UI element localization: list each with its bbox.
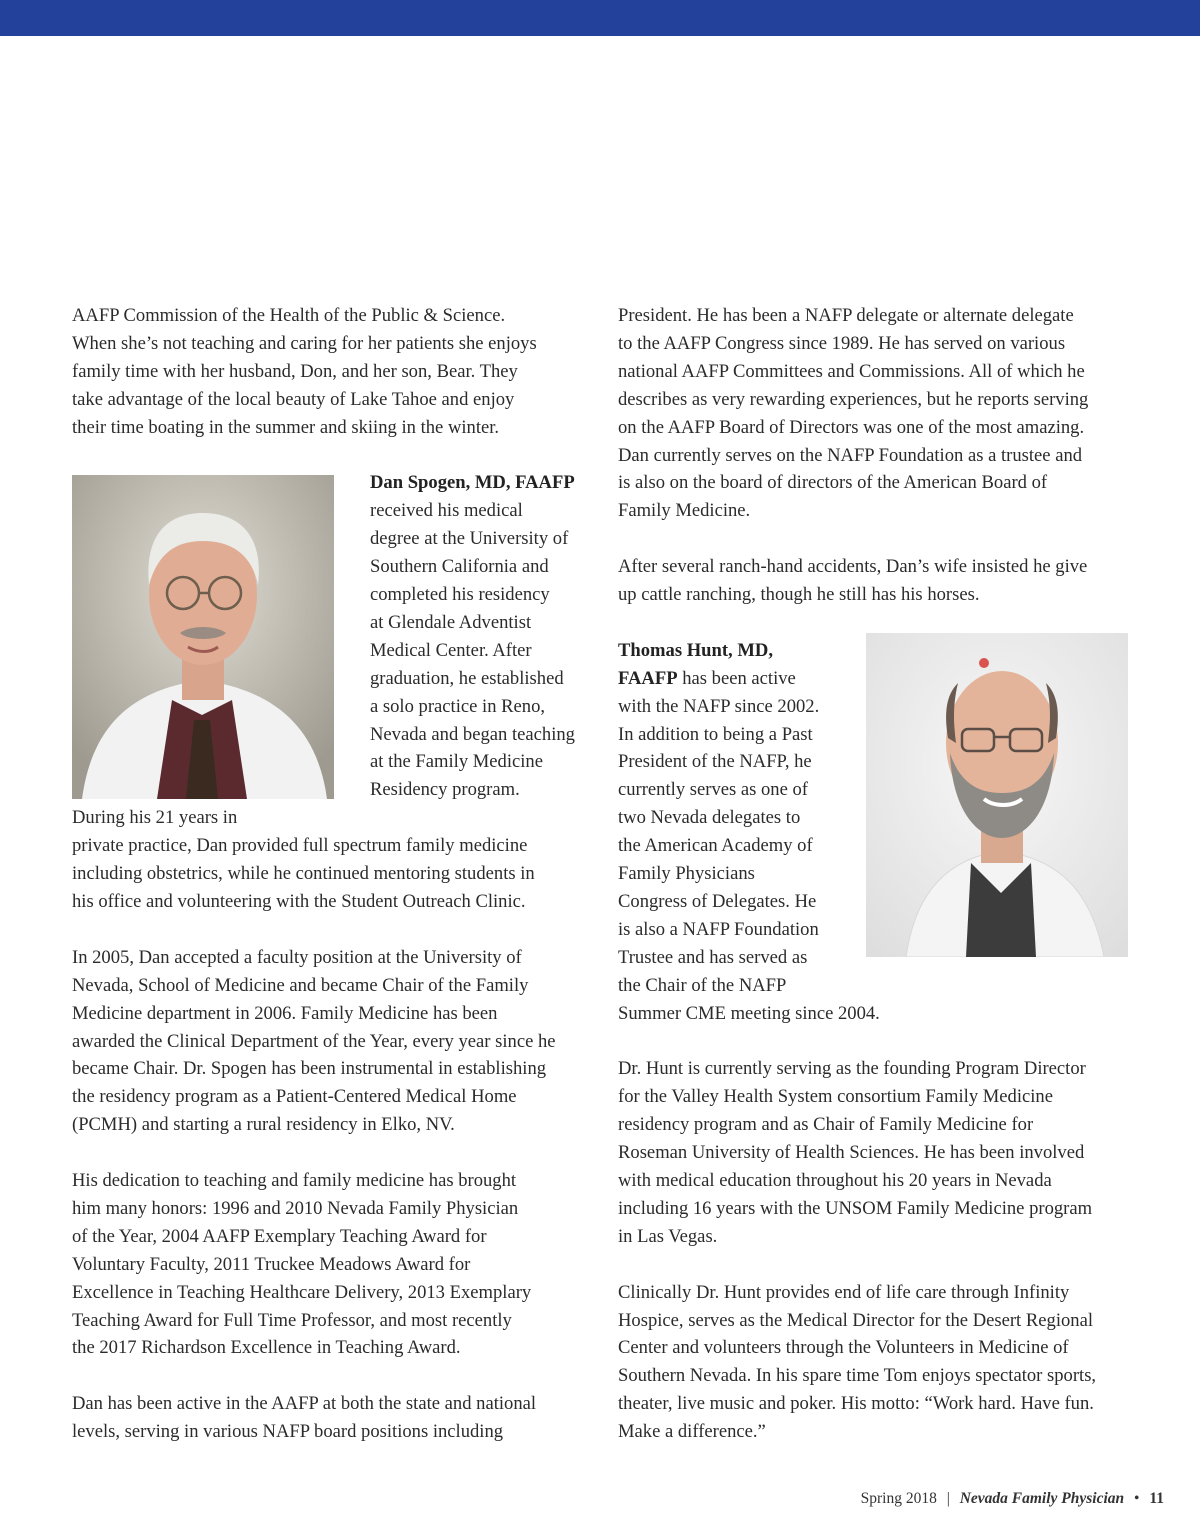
text-line: His dedication to teaching and family medicine has brought	[72, 1170, 517, 1192]
text-line: President of the NAFP, he	[618, 751, 812, 773]
text-line: a solo practice in Reno,	[370, 695, 546, 717]
text-line: with the NAFP since 2002.	[618, 695, 820, 717]
spogen-honors-paragraph	[72, 1167, 584, 1362]
text-line: Hospice, serves as the Medical Director for the Desert Regional	[618, 1309, 1094, 1331]
text-line: Summer CME meeting since 2004.	[618, 1002, 880, 1024]
text-line: Dr. Hunt is currently serving as the founding Program Director	[618, 1058, 1086, 1080]
text-line: became Chair. Dr. Spogen has been instrumental in establishing	[72, 1058, 547, 1080]
text-line: is also a NAFP Foundation	[618, 918, 819, 940]
magazine-title: Nevada Family Physician	[959, 1490, 1125, 1507]
spogen-bio-paragraph	[72, 469, 584, 916]
text-line: During his 21 years in	[72, 807, 238, 829]
footer-separator: |	[946, 1490, 950, 1507]
text-line: Family Physicians	[618, 863, 755, 885]
text-line: After several ranch-hand accidents, Dan’s wife insisted he give	[618, 556, 1088, 578]
text-line: When she’s not teaching and caring for her patients she enjoys	[72, 332, 537, 354]
text-line: President. He has been a NAFP delegate or alternate delegate	[618, 305, 1074, 326]
text-line: is also on the board of directors of the American Board of	[618, 472, 1048, 494]
text-line: the American Academy of	[618, 835, 813, 857]
portrait-man-glasses-icon	[72, 475, 334, 799]
text-line: residency program and as Chair of Family Medicine for	[618, 1114, 1034, 1136]
page-number: 11	[1149, 1490, 1164, 1507]
text-line: the 2017 Richardson Excellence in Teaching Award.	[72, 1337, 461, 1359]
text-line: Southern Nevada. In his spare time Tom enjoys spectator sports,	[618, 1365, 1097, 1387]
text-line: theater, live music and poker. His motto: “Work hard. Have fun.	[618, 1393, 1094, 1415]
text-line: awarded the Clinical Department of the Year, every year since he	[72, 1030, 556, 1052]
text-line: him many honors: 1996 and 2010 Nevada Family Physician	[72, 1197, 519, 1219]
issue-date: Spring 2018	[860, 1490, 937, 1507]
text-line: describes as very rewarding experiences, but he reports serving	[618, 388, 1089, 410]
text-line: in Las Vegas.	[618, 1225, 718, 1247]
text-line: degree at the University of	[370, 528, 569, 550]
right-column	[618, 302, 1130, 1474]
text-line: their time boating in the summer and skiing in the winter.	[72, 416, 500, 438]
text-line: Dan currently serves on the NAFP Foundation as a trustee and	[618, 444, 1083, 466]
text-line: Dan has been active in the AAFP at both the state and national	[72, 1393, 537, 1415]
text-line: at Glendale Adventist	[370, 611, 532, 633]
text-line: In addition to being a Past	[618, 723, 813, 745]
left-column	[72, 302, 584, 1474]
hunt-clinical-paragraph	[618, 1279, 1130, 1446]
text-line: the Chair of the NAFP	[618, 974, 787, 996]
text-line: his office and volunteering with the Student Outreach Clinic.	[72, 891, 526, 913]
hunt-bio-paragraph	[618, 637, 1130, 1028]
text-line: Voluntary Faculty, 2011 Truckee Meadows Award for	[72, 1253, 471, 1275]
text-line: Trustee and has served as	[618, 946, 808, 968]
text-line: on the AAFP Board of Directors was one of the most amazing.	[618, 416, 1085, 438]
spogen-ranch-paragraph	[618, 553, 1130, 609]
text-line: Medicine department in 2006. Family Medicine has been	[72, 1002, 498, 1024]
text-line: of the Year, 2004 AAFP Exemplary Teaching Award for	[72, 1225, 487, 1247]
text-line: Southern California and	[370, 556, 549, 578]
spogen-aafp-paragraph	[72, 1390, 584, 1446]
page-footer	[861, 1490, 1164, 1508]
text-line: for the Valley Health System consortium Family Medicine	[618, 1086, 1053, 1108]
text-line: Center and volunteers through the Volunteers in Medicine of	[618, 1337, 1069, 1359]
text-line: Congress of Delegates. He	[618, 891, 817, 912]
spogen-photo	[72, 475, 334, 799]
text-line: Medical Center. After	[370, 639, 532, 661]
text-line: take advantage of the local beauty of Lake Tahoe and enjoy	[72, 388, 515, 410]
text-line: including 16 years with the UNSOM Family Medicine program	[618, 1197, 1093, 1219]
text-line: at the Family Medicine	[370, 751, 543, 773]
hunt-name-line-1: Thomas Hunt, MD,	[618, 639, 773, 661]
spogen-president-paragraph	[618, 302, 1130, 525]
text-line: including obstetrics, while he continued mentoring students in	[72, 863, 535, 885]
text-line: graduation, he established	[370, 667, 564, 689]
text-line: family time with her husband, Don, and her son, Bear. They	[72, 360, 518, 382]
text-line: currently serves as one of	[618, 779, 808, 801]
text-line: with medical education throughout his 20 years in Nevada	[618, 1170, 1052, 1192]
text-line: received his medical	[370, 500, 523, 522]
hunt-photo	[866, 633, 1128, 957]
spogen-faculty-paragraph	[72, 944, 584, 1139]
text-line: Clinically Dr. Hunt provides end of life care through Infinity	[618, 1281, 1070, 1303]
intro-paragraph	[72, 302, 584, 442]
text-line: up cattle ranching, though he still has his horses.	[618, 584, 980, 606]
text-line: private practice, Dan provided full spectrum family medicine	[72, 835, 528, 857]
text-line: Make a difference.”	[618, 1421, 766, 1443]
text-line: the residency program as a Patient-Centered Medical Home	[72, 1086, 517, 1108]
portrait-man-beard-icon	[866, 633, 1128, 957]
header-bar	[0, 0, 1200, 36]
text-line: AAFP Commission of the Health of the Public & Science.	[72, 305, 506, 326]
hunt-director-paragraph	[618, 1055, 1130, 1250]
text-line: Family Medicine.	[618, 500, 751, 522]
text-line: Nevada and began teaching	[370, 723, 575, 745]
text-line: to the AAFP Congress since 1989. He has served on various	[618, 332, 1066, 354]
text-line: In 2005, Dan accepted a faculty position at the University of	[72, 946, 522, 968]
text-line: levels, serving in various NAFP board positions including	[72, 1421, 504, 1443]
text-line: Roseman University of Health Sciences. He has been involved	[618, 1142, 1085, 1164]
spogen-name: Dan Spogen, MD, FAAFP	[370, 472, 575, 494]
text-line: national AAFP Committees and Commissions. All of which he	[618, 360, 1085, 382]
text-fragment: has been active	[677, 667, 796, 689]
text-line: Nevada, School of Medicine and became Chair of the Family	[72, 974, 529, 996]
text-line: (PCMH) and starting a rural residency in Elko, NV.	[72, 1114, 455, 1136]
bullet-icon: •	[1134, 1490, 1140, 1507]
text-line: Residency program.	[370, 779, 520, 801]
hunt-name-line-2: FAAFP	[618, 667, 678, 689]
text-line: two Nevada delegates to	[618, 807, 801, 829]
text-line: Excellence in Teaching Healthcare Delivery, 2013 Exemplary	[72, 1281, 532, 1303]
text-line: completed his residency	[370, 584, 550, 606]
text-line: Teaching Award for Full Time Professor, and most recently	[72, 1309, 512, 1331]
